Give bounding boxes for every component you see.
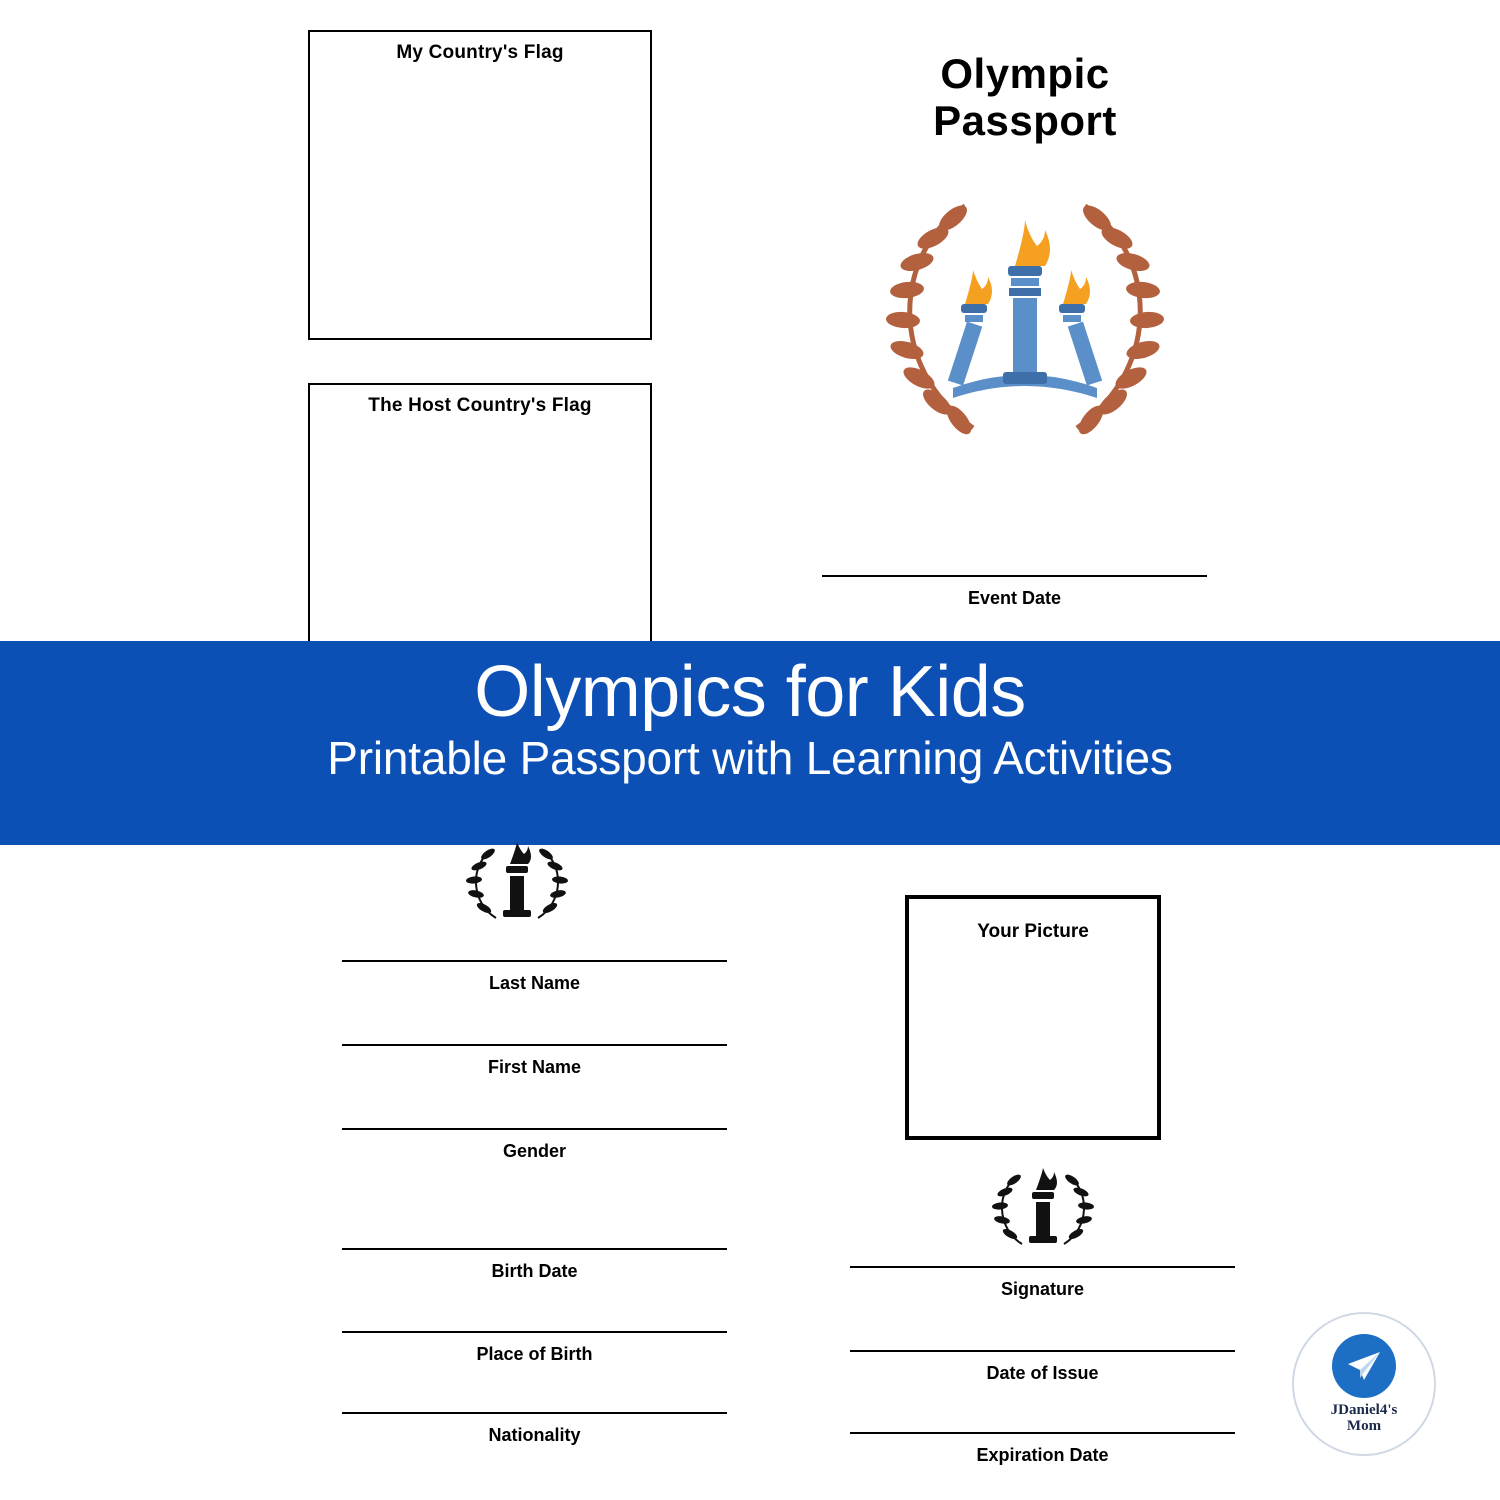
- expiration-date-label: Expiration Date: [976, 1445, 1109, 1465]
- event-date-field[interactable]: [822, 575, 1207, 609]
- your-picture-box: [905, 895, 1161, 1140]
- field-birth-date[interactable]: [342, 1248, 727, 1282]
- passport-personal-fields: [342, 960, 727, 1446]
- paper-plane-glyph: [1344, 1348, 1384, 1384]
- signature-line[interactable]: [850, 1266, 1235, 1268]
- site-logo-badge[interactable]: [1292, 1312, 1436, 1456]
- field-date-of-issue[interactable]: [850, 1350, 1235, 1384]
- field-expiration-date[interactable]: [850, 1432, 1235, 1466]
- your-picture-label: Your Picture: [977, 921, 1089, 942]
- host-country-flag-label: The Host Country's Flag: [368, 395, 592, 416]
- passport-title-line2: Passport: [933, 97, 1117, 145]
- my-country-flag-label: My Country's Flag: [396, 42, 564, 63]
- gender-line[interactable]: [342, 1128, 727, 1130]
- gender-label: Gender: [502, 1141, 567, 1161]
- torch-laurel-icon: [462, 838, 572, 928]
- nationality-line[interactable]: [342, 1412, 727, 1414]
- expiration-date-line[interactable]: [850, 1432, 1235, 1434]
- banner-title: Olympics for Kids: [474, 652, 1026, 732]
- field-first-name[interactable]: [342, 1044, 727, 1078]
- field-gender[interactable]: [342, 1128, 727, 1162]
- logo-line1: JDaniel4's: [1330, 1401, 1398, 1418]
- field-last-name[interactable]: [342, 960, 727, 994]
- nationality-label: Nationality: [488, 1425, 581, 1445]
- first-name-line[interactable]: [342, 1044, 727, 1046]
- signature-label: Signature: [1000, 1279, 1084, 1299]
- logo-line2: Mom: [1346, 1418, 1382, 1434]
- birth-date-line[interactable]: [342, 1248, 727, 1250]
- torch-laurel-icon: [988, 1164, 1098, 1254]
- place-of-birth-label: Place of Birth: [476, 1344, 593, 1364]
- passport-title-line1: Olympic: [940, 50, 1110, 97]
- first-name-label: First Name: [487, 1057, 582, 1077]
- last-name-label: Last Name: [488, 973, 581, 993]
- paper-plane-icon: [1332, 1334, 1396, 1398]
- passport-header: [790, 50, 1260, 466]
- place-of-birth-line[interactable]: [342, 1331, 727, 1333]
- field-nationality[interactable]: [342, 1412, 727, 1446]
- passport-issue-fields: [850, 1266, 1235, 1466]
- date-of-issue-line[interactable]: [850, 1350, 1235, 1352]
- last-name-line[interactable]: [342, 960, 727, 962]
- my-country-flag-box: [308, 30, 652, 340]
- olympic-torch-laurel-emblem-icon: [845, 166, 1205, 466]
- field-place-of-birth[interactable]: [342, 1331, 727, 1365]
- field-signature[interactable]: [850, 1266, 1235, 1300]
- date-of-issue-label: Date of Issue: [986, 1363, 1099, 1383]
- event-date-line[interactable]: [822, 575, 1207, 577]
- title-banner: [0, 641, 1500, 845]
- banner-subtitle: Printable Passport with Learning Activities: [327, 731, 1173, 784]
- event-date-label: Event Date: [967, 588, 1062, 608]
- birth-date-label: Birth Date: [491, 1261, 578, 1281]
